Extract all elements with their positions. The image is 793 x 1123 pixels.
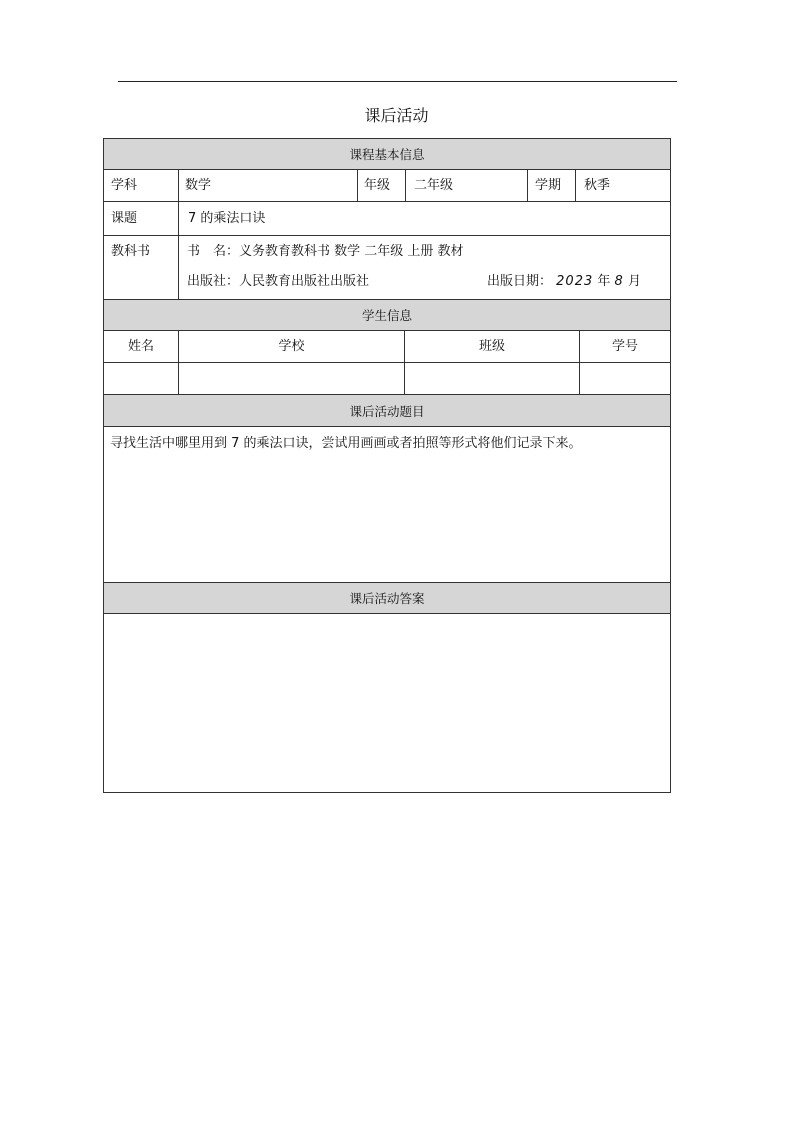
publisher-label: 出版社： [187,274,240,289]
pub-month: 8 [614,274,624,289]
col-divider [178,169,179,299]
answer-header-label: 课后活动答案 [349,591,425,606]
row-divider [104,394,670,395]
book-name-line [187,244,464,260]
pub-year-unit: 年 [597,274,611,289]
publisher-value: 人民教育出版社出版社 [239,274,370,289]
activity-header [104,395,670,426]
student-class-field[interactable] [406,370,578,390]
top-rule [118,81,677,82]
student-col-school: 学校 [278,339,305,354]
pub-month-unit: 月 [627,274,641,289]
row-divider [104,235,670,236]
publisher-line [187,274,369,290]
student-col-name: 姓名 [127,339,154,354]
document-title: 课后活动 [364,106,429,125]
grade-value: 二年级 [414,178,454,193]
topic-value: 7 的乘法口诀 [188,211,266,226]
col-divider [357,169,358,201]
row-divider [104,582,670,583]
pub-date-line [487,274,641,290]
row-divider [104,362,670,363]
row-divider [104,169,670,170]
student-info-header [104,300,670,330]
row-divider [104,201,670,202]
row-divider [104,613,670,614]
topic-label: 课题 [111,211,138,226]
subject-label: 学科 [111,178,138,193]
grade-label: 年级 [364,178,391,193]
student-col-id: 学号 [611,339,638,354]
course-info-header [104,139,670,169]
course-info-header-label: 课程基本信息 [349,147,425,162]
student-school-field[interactable] [180,370,403,390]
col-divider [575,169,576,201]
student-id-field[interactable] [581,370,669,390]
term-value: 秋季 [584,178,611,193]
col-divider [527,169,528,201]
row-divider [104,426,670,427]
book-name-value: 义务教育教科书 数学 二年级 上册 教材 [239,244,464,259]
student-info-header-label: 学生信息 [361,308,412,323]
textbook-label: 教科书 [111,244,151,259]
student-col-class: 班级 [478,339,505,354]
activity-header-label: 课后活动题目 [349,403,425,419]
term-label: 学期 [535,178,562,193]
subject-value: 数学 [185,178,212,193]
pub-year: 2023 [556,274,594,289]
book-name-label: 书 名： [187,244,240,259]
answer-header [104,583,670,613]
answer-area[interactable] [105,615,669,791]
row-divider [104,330,670,331]
col-divider [405,169,406,201]
row-divider [104,299,670,300]
student-name-field[interactable] [105,370,177,390]
pub-date-label: 出版日期： [487,274,553,289]
activity-question: 寻找生活中哪里用到 7 的乘法口诀，尝试用画画或者拍照等形式将他们记录下来。 [110,436,582,451]
